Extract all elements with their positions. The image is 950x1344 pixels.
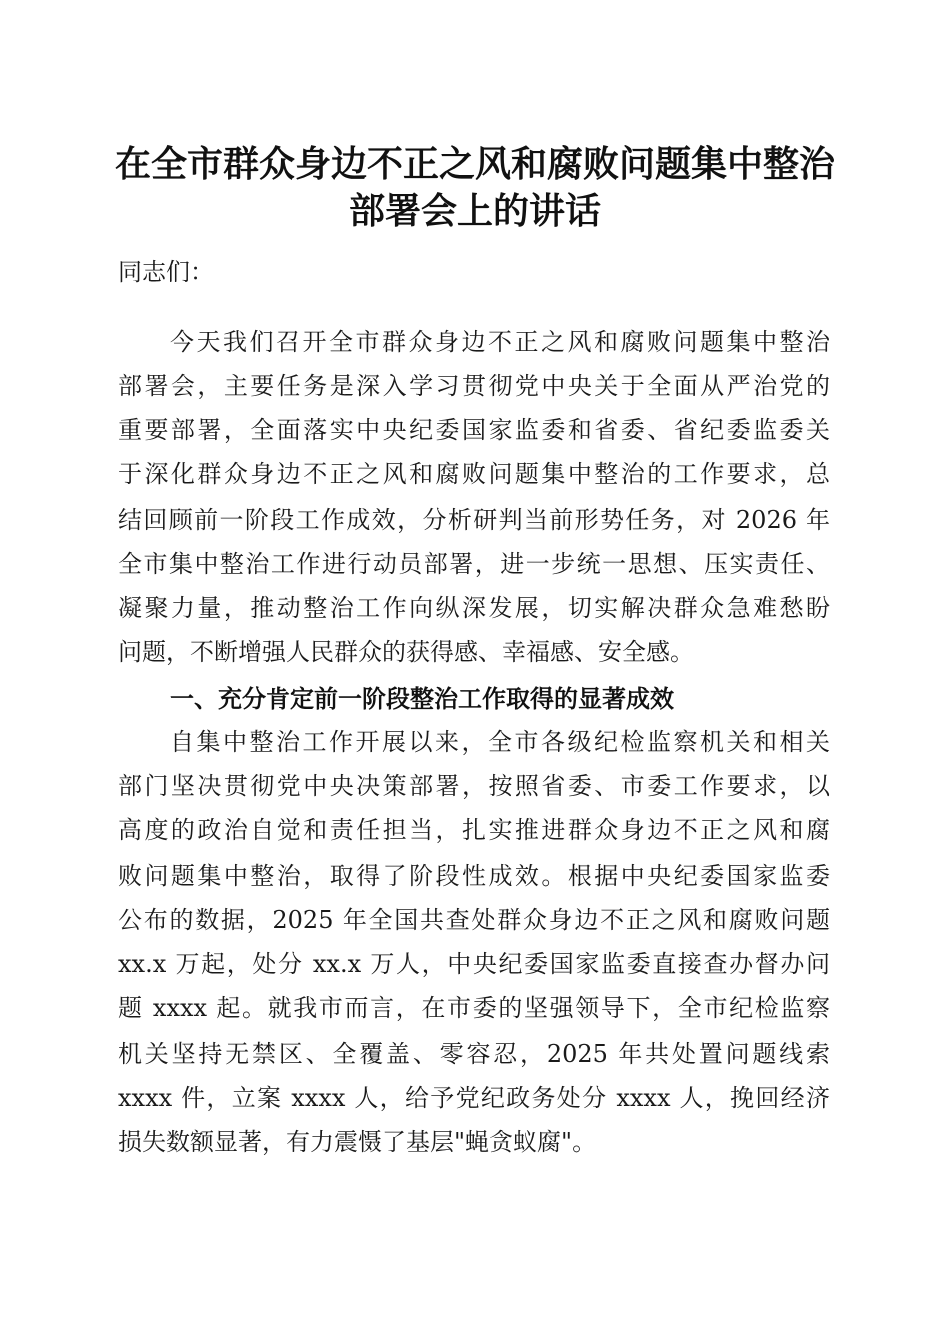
paragraph-line: 败问题集中整治，取得了阶段性成效。根据中央纪委国家监委 (118, 862, 830, 890)
paragraph-line: 重要部署，全面落实中央纪委国家监委和省委、省纪委监委关 (118, 416, 830, 444)
paragraph-line: xxxx 件，立案 xxxx 人，给予党纪政务处分 xxxx 人，挽回经济 (118, 1084, 830, 1112)
paragraph-line: 公布的数据，2025 年全国共查处群众身边不正之风和腐败问题 (118, 906, 830, 934)
paragraph-line: 凝聚力量，推动整治工作向纵深发展，切实解决群众急难愁盼 (118, 594, 830, 622)
paragraph-line: 于深化群众身边不正之风和腐败问题集中整治的工作要求，总 (118, 460, 830, 488)
paragraph-line: 损失数额显著，有力震慑了基层"蝇贪蚁腐"。 (118, 1128, 597, 1156)
paragraph-line: 高度的政治自觉和责任担当，扎实推进群众身边不正之风和腐 (118, 816, 830, 844)
document-title-line-1: 在全市群众身边不正之风和腐败问题集中整治 (114, 144, 835, 185)
paragraph-line: 自集中整治工作开展以来，全市各级纪检监察机关和相关 (170, 728, 830, 756)
paragraph-line: 部署会，主要任务是深入学习贯彻党中央关于全面从严治党的 (118, 372, 830, 400)
paragraph-line: 全市集中整治工作进行动员部署，进一步统一思想、压实责任、 (118, 550, 830, 578)
salutation: 同志们： (118, 258, 214, 286)
document-title-line-2: 部署会上的讲话 (348, 191, 601, 232)
paragraph-line: 题 xxxx 起。就我市而言，在市委的坚强领导下，全市纪检监察 (118, 994, 830, 1022)
paragraph-line: 结回顾前一阶段工作成效，分析研判当前形势任务，对 2026 年 (118, 506, 830, 534)
paragraph-line: 机关坚持无禁区、全覆盖、零容忍，2025 年共处置问题线索 (118, 1040, 830, 1068)
paragraph-line: xx.x 万起，处分 xx.x 万人，中央纪委国家监委直接查办督办问 (118, 950, 830, 978)
paragraph-line: 部门坚决贯彻党中央决策部署，按照省委、市委工作要求，以 (118, 772, 830, 800)
paragraph-line: 今天我们召开全市群众身边不正之风和腐败问题集中整治 (170, 328, 830, 356)
section-heading: 一、充分肯定前一阶段整治工作取得的显著成效 (170, 685, 674, 713)
paragraph-line: 问题，不断增强人民群众的获得感、幸福感、安全感。 (118, 638, 694, 666)
